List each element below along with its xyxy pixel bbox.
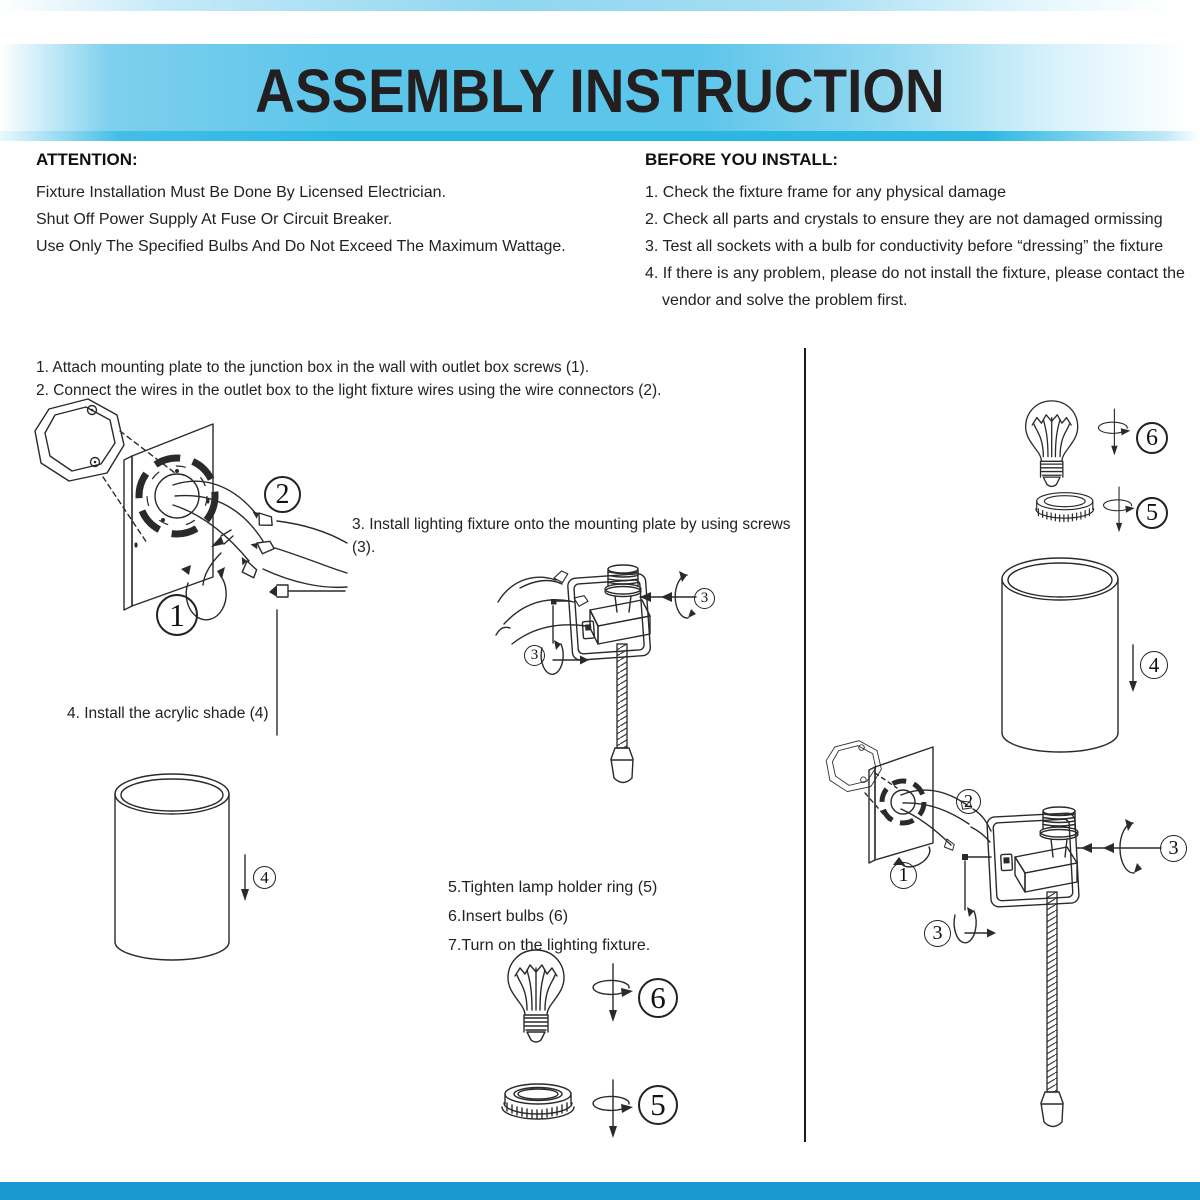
callout-4-badge: 4 [1140, 651, 1168, 679]
callout-3-badge: 3 [694, 588, 715, 609]
attention-line: Shut Off Power Supply At Fuse Or Circuit Breaker. [36, 211, 393, 228]
rotation-arrow-icon [1077, 819, 1161, 873]
switch-icon [582, 621, 594, 639]
rotation-arrow-icon [593, 964, 633, 1022]
before-item-continuation: vendor and solve the problem first. [662, 292, 908, 309]
reading-head-icon [611, 748, 633, 783]
bulb-icon [1026, 401, 1078, 487]
callout-5-badge: 5 [1136, 497, 1168, 529]
step-1-text: 1. Attach mounting plate to the junction box in the wall with outlet box screws (1). [36, 359, 590, 376]
reading-head-icon [1041, 1092, 1063, 1127]
screw-leader-rotation-icon [541, 599, 589, 674]
callout-2-badge: 2 [264, 476, 301, 513]
alignment-dash-line [120, 431, 175, 473]
step-7-text: 7.Turn on the lighting fixture. [448, 937, 651, 954]
lamp-socket-icon [605, 565, 641, 612]
before-item: 1. Check the fixture frame for any physical damage [645, 184, 1007, 201]
before-item: 4. If there is any problem, please do not install the fixture, please contact the [645, 265, 1185, 282]
fixture-install-figure [490, 540, 740, 795]
header-bottom-stripe [0, 131, 1200, 141]
gooseneck-icon [617, 644, 627, 748]
down-arrow-icon [241, 855, 249, 901]
holder-ring-icon [502, 1084, 574, 1119]
step-4-text: 4. Install the acrylic shade (4) [67, 705, 269, 722]
holder-ring-icon [1036, 493, 1094, 522]
callout-6-badge: 6 [1136, 422, 1168, 454]
callout-5-badge: 5 [638, 1085, 678, 1125]
rotation-arrow-icon [1098, 409, 1130, 455]
callout-6-badge: 6 [638, 978, 678, 1018]
shade-cylinder-icon [115, 774, 229, 960]
header-top-stripe [0, 0, 1200, 11]
callout-4-badge: 4 [253, 866, 276, 889]
junction-box-icon [35, 399, 124, 481]
attention-line: Fixture Installation Must Be Done By Licensed Electrician. [36, 184, 446, 201]
step-5-text: 5.Tighten lamp holder ring (5) [448, 879, 658, 896]
footer-bar [0, 1182, 1200, 1200]
gooseneck-icon [1047, 892, 1057, 1092]
fixture-wires-icon [173, 481, 347, 587]
column-divider-line [804, 348, 806, 1142]
step-2-text: 2. Connect the wires in the outlet box to the light fixture wires using the wire connectors (2). [36, 382, 662, 399]
attention-line: Use Only The Specified Bulbs And Do Not Exceed The Maximum Wattage. [36, 238, 566, 255]
attention-section [36, 150, 616, 260]
switch-icon [1001, 854, 1013, 871]
step-3-text: 3. Install lighting fixture onto the mounting plate by using screws (3). [352, 516, 791, 556]
mounting-bracket-icon [882, 781, 924, 823]
down-arrow-icon [1129, 645, 1137, 692]
callout-3-badge: 3 [924, 920, 951, 947]
before-item: 2. Check all parts and crystals to ensure they are not damaged ormissing [645, 211, 1163, 228]
callout-3-badge: 3 [524, 645, 545, 666]
fixture-arm-icon [1015, 847, 1077, 892]
mounting-plate-figure [25, 393, 350, 743]
bulb-icon [508, 950, 564, 1042]
lamp-socket-icon [1040, 807, 1078, 857]
page-title: ASSEMBLY INSTRUCTION [255, 57, 945, 125]
junction-box-icon [826, 741, 881, 792]
before-item: 3. Test all sockets with a bulb for conductivity before “dressing” the fixture [645, 238, 1164, 255]
callout-2-badge: 2 [956, 789, 981, 814]
before-heading: BEFORE YOU INSTALL: [645, 150, 838, 169]
screw-icon [269, 585, 288, 597]
attention-heading: ATTENTION: [36, 150, 138, 169]
rotation-arrow-icon [1103, 487, 1134, 532]
callout-3-badge: 3 [1160, 835, 1187, 862]
shade-cylinder-icon [1002, 558, 1118, 752]
callout-1-badge: 1 [156, 594, 198, 636]
before-you-install-section [645, 150, 1190, 314]
step-6-text: 6.Insert bulbs (6) [448, 908, 569, 925]
rotation-arrow-icon [593, 1080, 633, 1138]
callout-1-badge: 1 [890, 862, 917, 889]
